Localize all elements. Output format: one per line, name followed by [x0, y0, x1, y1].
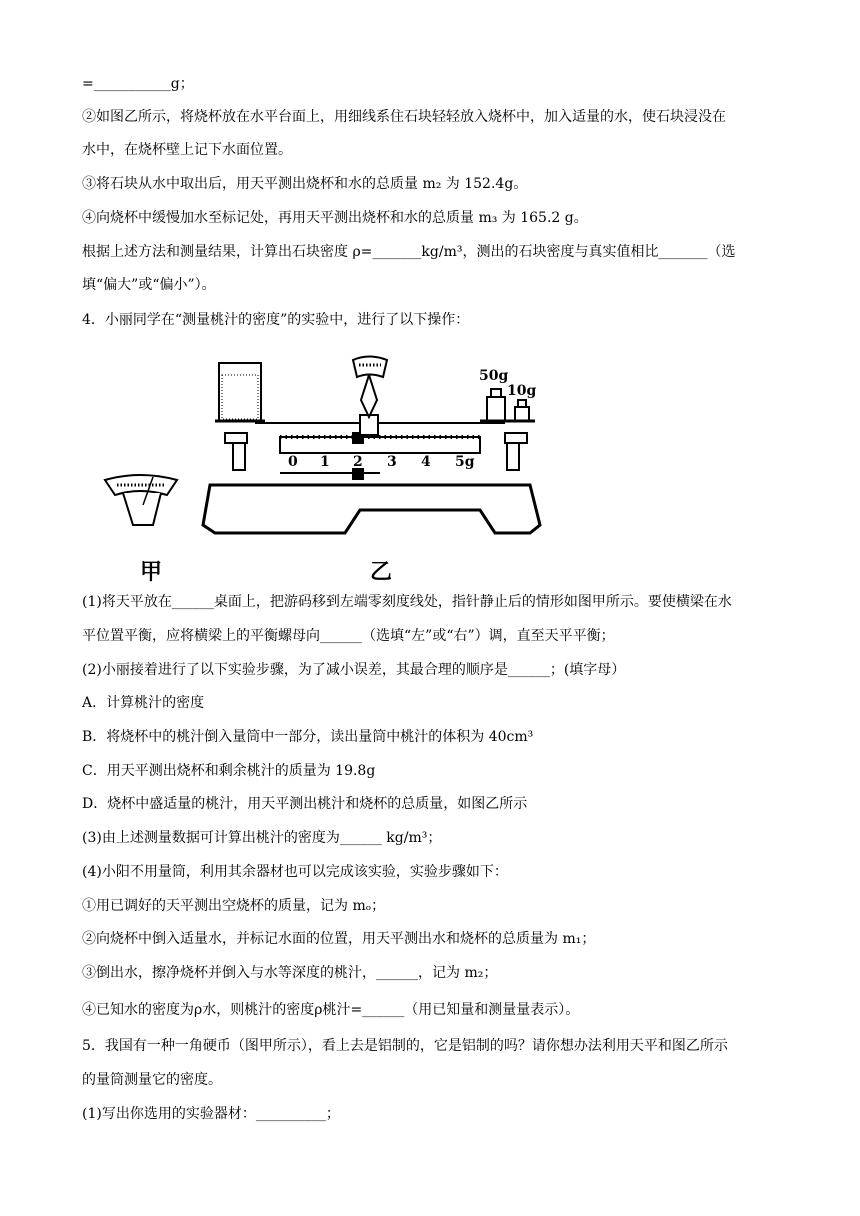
beaker: [215, 363, 265, 421]
text-line-18: ②向烧杯中倒入适量水，并标记水面的位置，用天平测出水和烧杯的总质量为 m₁；: [82, 931, 596, 947]
text-line-12: B．将烧杯中的桃汁倒入量筒中一部分，读出量筒中桃汁的体积为 40cm³: [82, 729, 534, 745]
label-jia: 甲: [140, 560, 163, 585]
balance-diagram: [95, 345, 537, 545]
text-line-0: =___________g；: [82, 76, 194, 92]
text-line-9: 平位置平衡，应将横梁上的平衡螺母向______（选填“左”或“右”）调，直至天平平衡；: [82, 628, 615, 644]
text-line-1: ②如图乙所示，将烧杯放在水平台面上，用细线系住石块轻轻放入烧杯中，加入适量的水，使石块浸没在: [82, 109, 726, 125]
text-line-2: 水中，在烧杯壁上记下水面位置。: [82, 142, 292, 158]
tick-5: 5g: [455, 454, 475, 470]
text-line-10: (2)小丽接着进行了以下实验步骤，为了减小误差，其最合理的顺序是______；(填字母）: [82, 662, 626, 678]
pointer-dial-jia: [105, 475, 177, 525]
balance-figure: [95, 345, 537, 585]
tick-3: 3: [387, 454, 397, 470]
text-line-16: (4)小阳不用量筒，利用其余器材也可以完成该实验，实验步骤如下：: [82, 864, 508, 880]
text-line-11: A．计算桃汁的密度: [82, 695, 205, 711]
weight-10-label: 10g: [507, 383, 537, 399]
text-line-23: (1)写出你选用的实验器材：__________；: [82, 1106, 340, 1122]
text-line-22: 的量筒测量它的密度。: [82, 1072, 222, 1088]
text-line-3: ③将石块从水中取出后，用天平测出烧杯和水的总质量 m₂ 为 152.4g。: [82, 176, 528, 192]
text-line-6: 填“偏大”或“偏小”）。: [82, 277, 216, 293]
scale-bar: [280, 437, 480, 453]
tick-1: 1: [320, 454, 330, 470]
tick-4: 4: [421, 454, 431, 470]
text-line-14: D．烧杯中盛适量的桃汁，用天平测出桃汁和烧杯的总质量，如图乙所示: [82, 796, 528, 812]
weight-50-label: 50g: [479, 368, 509, 384]
text-line-21: 5．我国有一种一角硬币（图甲所示），看上去是铝制的，它是铝制的吗？请你想办法利用天平和图乙所示: [82, 1038, 728, 1054]
text-line-4: ④向烧杯中缓慢加水至标记处，再用天平测出烧杯和水的总质量 m₃ 为 165.2 g。: [82, 210, 588, 226]
text-line-15: (3)由上述测量数据可计算出桃汁的密度为______ kg/m³；: [82, 830, 442, 846]
text-line-7: 4．小丽同学在“测量桃汁的密度”的实验中，进行了以下操作：: [82, 312, 470, 328]
label-yi: 乙: [370, 560, 393, 585]
text-line-8: (1)将天平放在______桌面上，把游码移到左端零刻度线处，指针静止后的情形如图甲所示。要使横梁在水: [82, 594, 732, 610]
text-line-17: ①用已调好的天平测出空烧杯的质量，记为 mₒ；: [82, 898, 386, 914]
tick-2: 2: [353, 454, 363, 470]
text-line-5: 根据上述方法和测量结果，计算出石块密度 ρ=_______kg/m³，测出的石块密度与真实值相比_______（选: [82, 244, 736, 260]
tick-0: 0: [288, 454, 298, 470]
balance-base: [203, 485, 540, 533]
text-line-13: C．用天平测出烧杯和剩余桃汁的质量为 19.8g: [82, 763, 376, 779]
text-line-20: ④已知水的密度为ρ水，则桃汁的密度ρ桃汁=______（用已知量和测量量表示）。: [82, 1002, 580, 1018]
text-line-19: ③倒出水，擦净烧杯并倒入与水等深度的桃汁，______，记为 m₂；: [82, 965, 498, 981]
